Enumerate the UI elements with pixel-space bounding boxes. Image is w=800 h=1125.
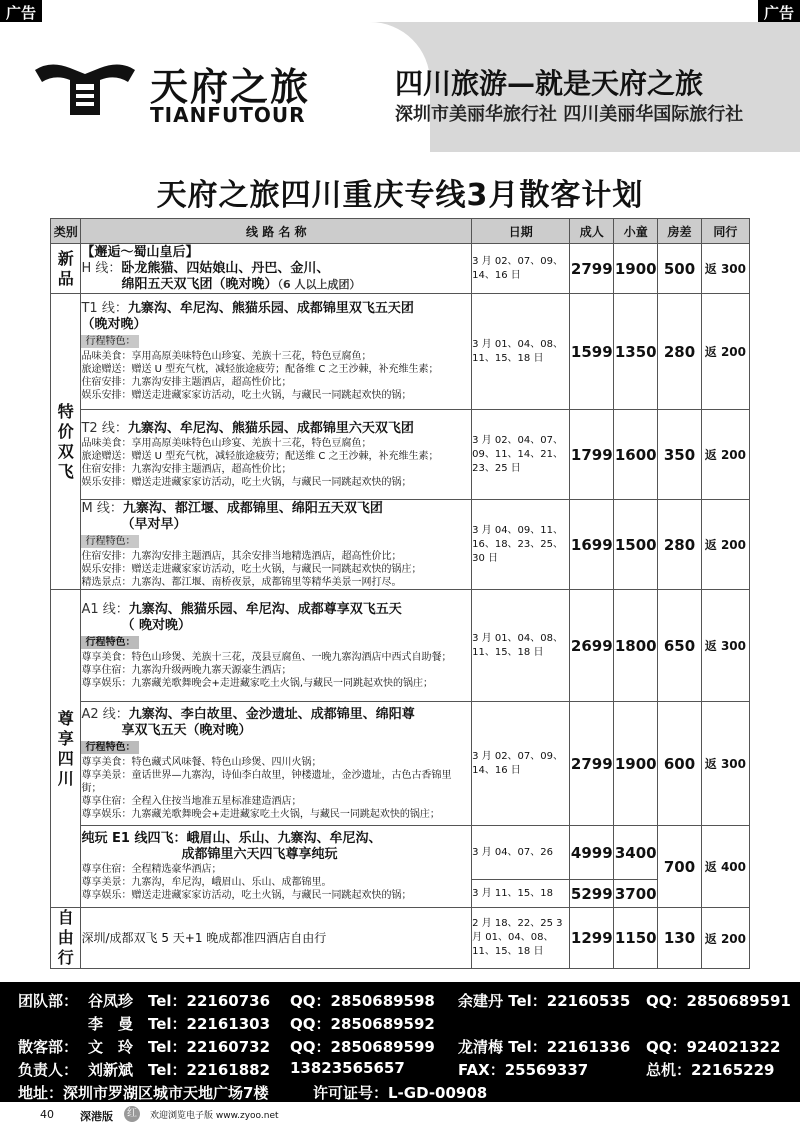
brand-name-cn: 天府之旅 bbox=[150, 64, 311, 109]
tour-plan-table bbox=[50, 218, 750, 969]
route-h: 【邂逅～蜀山皇后】 H 线：卧龙熊猫、四姑娘山、丹巴、金川、 绵阳五天双飞团（晚对晚）（6 人以上成团） bbox=[81, 244, 472, 294]
route-m: M 线：九寨沟、都江堰、成都锦里、绵阳五天双飞团 （早对早） 行程特色： 住宿安排：九寨沟安排主题酒店，其余安排当地精选酒店，超高性价比； 娱乐安排：赠送走进藏家家访活动，吃土火锅，与藏民一同跳起欢快的锅庄； 精选景点：九寨沟、都江堰、南桥夜景，成都锦里等精华美景一网打尽。 bbox=[81, 500, 472, 590]
edition-label: 深港版 bbox=[80, 1110, 113, 1123]
table-row: 纯玩 E1 线四飞：峨眉山、乐山、九寨沟、牟尼沟、 成都锦里六天四飞尊享纯玩 尊享住宿：全程精选豪华酒店； 尊享美景：九寨沟，牟尼沟，峨眉山、乐山、成都锦里。 尊享娱乐：赠送走进藏家家访活动，吃土火锅，与藏民一同跳起欢快的锅； 3 月 04、07、26 4999 3400 700 返 400 bbox=[51, 826, 750, 880]
route-t2: T2 线：九寨沟、牟尼沟、熊猫乐园、成都锦里六天双飞团 品味美食：享用高原美味特色山珍宴、羌族十三花，特色豆腐鱼； 旅途赠送：赠送 U 型充气枕，减轻旅途疲劳；配送维 C 之王沙棘，补充维生素； 住宿安排：九寨沟安排主题酒店，超高性价比； 娱乐安排：赠送走进藏家家访活动，吃土火锅，与藏民一同跳起欢快的锅； bbox=[81, 410, 472, 500]
table-row: A2 线：九寨沟、李白故里、金沙遗址、成都锦里、绵阳尊 享双飞五天（晚对晚） 行程特色： 尊享美食：特色藏式风味餐、特色山珍煲、四川火锅； 尊享美景：童话世界—九寨沟，诗仙李白故里，钟楼遗址，金沙遗址，古色古香锦里街； 尊享住宿：全程入住按当地准五星标准建造酒店； 尊享娱乐：九寨藏羌歌舞晚会+走进藏家吃土火锅，与藏民一同跳起欢快的锅庄； 3 月 02、07、09、14、16 日 2799 1900 600 返 300 bbox=[51, 702, 750, 826]
category-special: 特价双飞 bbox=[51, 294, 81, 590]
table-row: 特价双飞 T1 线：九寨沟、牟尼沟、熊猫乐园、成都锦里双飞五天团 （晚对晚） 行程特色： 品味美食：享用高原美味特色山珍宴、羌族十三花，特色豆腐鱼； 旅途赠送：赠送 U 型充气枕，减轻旅途疲劳；配备维 C 之王沙棘，补充维生素； 住宿安排：九寨沟安排主题酒店，超高性价比； 娱乐安排：赠送走进藏家家访活动，吃土火锅，与藏民一同跳起欢快的锅； 3 月 01、04、08、11、15、18 日 1599 1350 280 返 200 bbox=[51, 294, 750, 410]
route-a1: A1 线：九寨沟、熊猫乐园、牟尼沟、成都尊享双飞五天 （ 晚对晚） 行程特色： 尊享美食：特色山珍煲、羌族十三花，茂县豆腐鱼、一晚九寨沟酒店中西式自助餐； 尊享住宿：九寨沟升级两晚九寨天源豪生酒店； 尊享娱乐：九寨藏羌歌舞晚会+走进藏家吃土火锅,与藏民一同跳起欢快的锅庄； bbox=[81, 590, 472, 702]
ad-label-left: 广告 bbox=[0, 0, 42, 25]
ad-label-right: 广告 bbox=[758, 0, 800, 25]
col-category: 类别 bbox=[51, 219, 81, 244]
table-row: 新品 【邂逅～蜀山皇后】 H 线：卧龙熊猫、四姑娘山、丹巴、金川、 绵阳五天双飞团（晚对晚）（6 人以上成团） 3 月 02、07、09、14、16 日 2799 1900 500 返 300 bbox=[51, 244, 750, 294]
category-new: 新品 bbox=[51, 244, 81, 294]
edition-badge: 红 bbox=[124, 1106, 140, 1122]
contact-footer: 团队部： 谷凤珍 Tel：22160736 QQ：2850689598 余建丹 Tel：22160535 QQ：2850689591 李 曼 Tel：22161303 QQ：2850689592 散客部： 文 玲 Tel：22160732 QQ：2850689599 龙清梅 Tel：22161336 QQ：924021322 负责人： 刘新斌 Tel：22161882 13823565657 FAX：25569337 总机：22165229 地址：深圳市罗湖区城市天地广场7楼 许可证号：L-GD-00908 bbox=[0, 982, 800, 1102]
tianfu-logo-icon bbox=[30, 60, 140, 125]
table-row: 尊享四川 A1 线：九寨沟、熊猫乐园、牟尼沟、成都尊享双飞五天 （ 晚对晚） 行程特色： 尊享美食：特色山珍煲、羌族十三花，茂县豆腐鱼、一晚九寨沟酒店中西式自助餐； 尊享住宿：九寨沟升级两晚九寨天源豪生酒店； 尊享娱乐：九寨藏羌歌舞晚会+走进藏家吃土火锅,与藏民一同跳起欢快的锅庄； 3 月 01、04、08、11、15、18 日 2699 1800 650 返 300 bbox=[51, 590, 750, 702]
route-t1: T1 线：九寨沟、牟尼沟、熊猫乐园、成都锦里双飞五天团 （晚对晚） 行程特色： 品味美食：享用高原美味特色山珍宴、羌族十三花，特色豆腐鱼； 旅途赠送：赠送 U 型充气枕，减轻旅途疲劳；配备维 C 之王沙棘，补充维生素； 住宿安排：九寨沟安排主题酒店，超高性价比； 娱乐安排：赠送走进藏家家访活动，吃土火锅，与藏民一同跳起欢快的锅； bbox=[81, 294, 472, 410]
page-number: 40 bbox=[40, 1108, 54, 1121]
route-free: 深圳/成都双飞 5 天+1 晚成都准四酒店自由行 bbox=[81, 908, 472, 969]
col-peer: 同行 bbox=[701, 219, 749, 244]
category-free: 自由行 bbox=[51, 908, 81, 969]
brand-name-en: TIANFUTOUR bbox=[150, 103, 306, 127]
table-row: 自由行 深圳/成都双飞 5 天+1 晚成都准四酒店自由行 2 月 18、22、25 3 月 01、04、08、11、15、18 日 1299 1150 130 返 200 bbox=[51, 908, 750, 969]
col-adult: 成人 bbox=[570, 219, 614, 244]
table-row: M 线：九寨沟、都江堰、成都锦里、绵阳五天双飞团 （早对早） 行程特色： 住宿安排：九寨沟安排主题酒店，其余安排当地精选酒店，超高性价比； 娱乐安排：赠送走进藏家家访活动，吃土火锅，与藏民一同跳起欢快的锅庄； 精选景点：九寨沟、都江堰、南桥夜景，成都锦里等精华美景一网打尽。 3 月 04、09、11、16、18、23、25、30 日 1699 1500 280 返 200 bbox=[51, 500, 750, 590]
header-banner bbox=[0, 0, 800, 170]
table-row: T2 线：九寨沟、牟尼沟、熊猫乐园、成都锦里六天双飞团 品味美食：享用高原美味特色山珍宴、羌族十三花，特色豆腐鱼； 旅途赠送：赠送 U 型充气枕，减轻旅途疲劳；配送维 C 之王沙棘，补充维生素； 住宿安排：九寨沟安排主题酒店，超高性价比； 娱乐安排：赠送走进藏家家访活动，吃土火锅，与藏民一同跳起欢快的锅； 3 月 02、04、07、09、11、14、21、23、25 日 1799 1600 350 返 200 bbox=[51, 410, 750, 500]
route-a2: A2 线：九寨沟、李白故里、金沙遗址、成都锦里、绵阳尊 享双飞五天（晚对晚） 行程特色： 尊享美食：特色藏式风味餐、特色山珍煲、四川火锅； 尊享美景：童话世界—九寨沟，诗仙李白故里，钟楼遗址，金沙遗址，古色古香锦里街； 尊享住宿：全程入住按当地准五星标准建造酒店； 尊享娱乐：九寨藏羌歌舞晚会+走进藏家吃土火锅，与藏民一同跳起欢快的锅庄； bbox=[81, 702, 472, 826]
col-child: 小童 bbox=[614, 219, 658, 244]
page-footer bbox=[0, 1105, 800, 1125]
slogan: 四川旅游—就是天府之旅 bbox=[395, 67, 704, 100]
category-premium: 尊享四川 bbox=[51, 590, 81, 908]
website: 欢迎浏览电子版 www.zyoo.net bbox=[150, 1111, 279, 1121]
col-room: 房差 bbox=[658, 219, 702, 244]
col-route: 线 路 名 称 bbox=[81, 219, 472, 244]
table-row: 3 月 11、15、18 5299 3700 bbox=[51, 880, 750, 908]
agencies: 深圳市美丽华旅行社 四川美丽华国际旅行社 bbox=[395, 104, 744, 125]
col-date: 日期 bbox=[472, 219, 570, 244]
page-title: 天府之旅四川重庆专线3月散客计划 bbox=[156, 178, 644, 213]
route-e1: 纯玩 E1 线四飞：峨眉山、乐山、九寨沟、牟尼沟、 成都锦里六天四飞尊享纯玩 尊享住宿：全程精选豪华酒店； 尊享美景：九寨沟，牟尼沟，峨眉山、乐山、成都锦里。 尊享娱乐：赠送走进藏家家访活动，吃土火锅，与藏民一同跳起欢快的锅； bbox=[81, 826, 472, 908]
table-header-row bbox=[51, 219, 750, 244]
